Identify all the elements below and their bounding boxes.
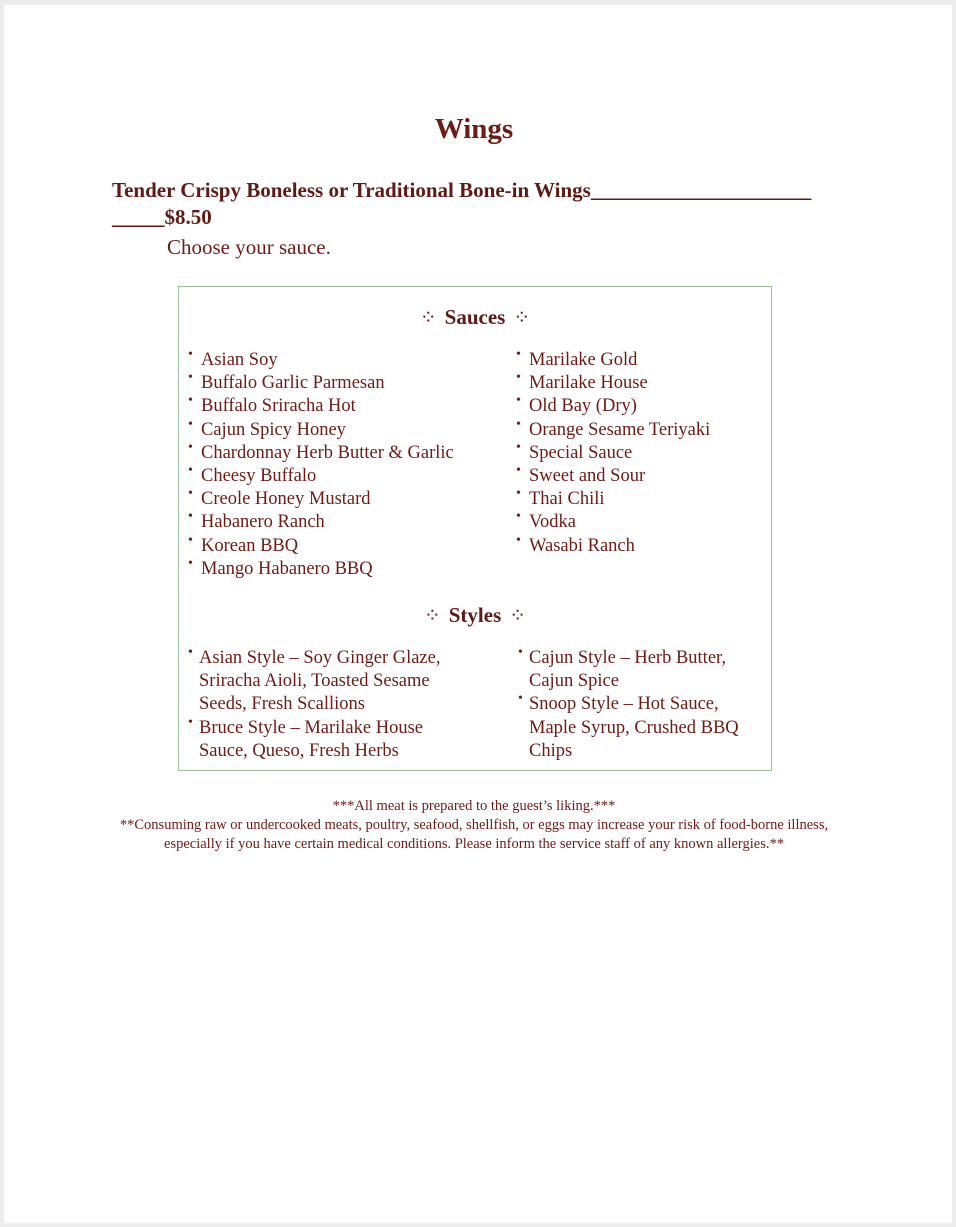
price-leader-continued: _____ xyxy=(112,205,165,229)
style-list-left xyxy=(189,647,459,763)
styles-heading xyxy=(179,603,771,628)
list-item: • Creole Honey Mustard xyxy=(187,488,454,511)
list-item: • Snoop Style – Hot Sauce, Maple Syrup, Crushed BBQ Chips xyxy=(519,693,759,763)
disclaimer xyxy=(0,797,952,854)
item-name: Tender Crispy Boneless or Traditional Bone-in Wings xyxy=(112,178,591,202)
ornament-icon: ⁘ xyxy=(509,605,527,627)
sauce-styles-box xyxy=(178,286,772,771)
ornament-icon: ⁘ xyxy=(419,307,437,329)
list-item: • Bruce Style – Marilake House Sauce, Queso, Fresh Herbs xyxy=(189,717,459,763)
item-price: $8.50 xyxy=(164,205,212,229)
list-item: • Wasabi Ranch xyxy=(515,535,710,558)
list-item: • Old Bay (Dry) xyxy=(515,395,710,418)
disclaimer-line-2: **Consuming raw or undercooked meats, poultry, seafood, shellfish, or eggs may increase your risk of food-borne illness, especially if you have certain medical conditions. Please inform the service staff of any known allergies.** xyxy=(119,817,829,852)
sauces-heading xyxy=(179,305,771,330)
list-item: • Orange Sesame Teriyaki xyxy=(515,419,710,442)
list-item: • Marilake Gold xyxy=(515,349,710,372)
list-item: • Asian Soy xyxy=(187,349,454,372)
list-item: • Thai Chili xyxy=(515,488,710,511)
list-item: • Special Sauce xyxy=(515,442,710,465)
menu-item xyxy=(112,177,852,231)
list-item: • Mango Habanero BBQ xyxy=(187,558,454,581)
ornament-icon: ⁘ xyxy=(423,605,441,627)
list-item: • Sweet and Sour xyxy=(515,465,710,488)
price-leader: _____________________ xyxy=(590,178,812,202)
list-item: • Cheesy Buffalo xyxy=(187,465,454,488)
list-item: • Marilake House xyxy=(515,372,710,395)
list-item: • Habanero Ranch xyxy=(187,511,454,534)
list-item: • Korean BBQ xyxy=(187,535,454,558)
ornament-icon: ⁘ xyxy=(513,307,531,329)
page-title: Wings xyxy=(434,113,514,145)
list-item: • Chardonnay Herb Butter & Garlic xyxy=(187,442,454,465)
styles-heading-label: Styles xyxy=(448,603,502,627)
list-item: • Cajun Style – Herb Butter, Cajun Spice xyxy=(519,647,759,693)
sauces-heading-label: Sauces xyxy=(444,305,506,329)
sauce-list-left xyxy=(187,349,454,581)
list-item: • Buffalo Garlic Parmesan xyxy=(187,372,454,395)
style-list-right xyxy=(519,647,759,763)
item-note: Choose your sauce. xyxy=(167,235,331,259)
list-item: • Asian Style – Soy Ginger Glaze, Sriracha Aioli, Toasted Sesame Seeds, Fresh Scallions xyxy=(189,647,459,717)
sauce-list-right xyxy=(515,349,710,558)
list-item: • Vodka xyxy=(515,511,710,534)
list-item: • Buffalo Sriracha Hot xyxy=(187,395,454,418)
disclaimer-line-1: ***All meat is prepared to the guest’s liking.*** xyxy=(332,798,616,814)
list-item: • Cajun Spicy Honey xyxy=(187,419,454,442)
